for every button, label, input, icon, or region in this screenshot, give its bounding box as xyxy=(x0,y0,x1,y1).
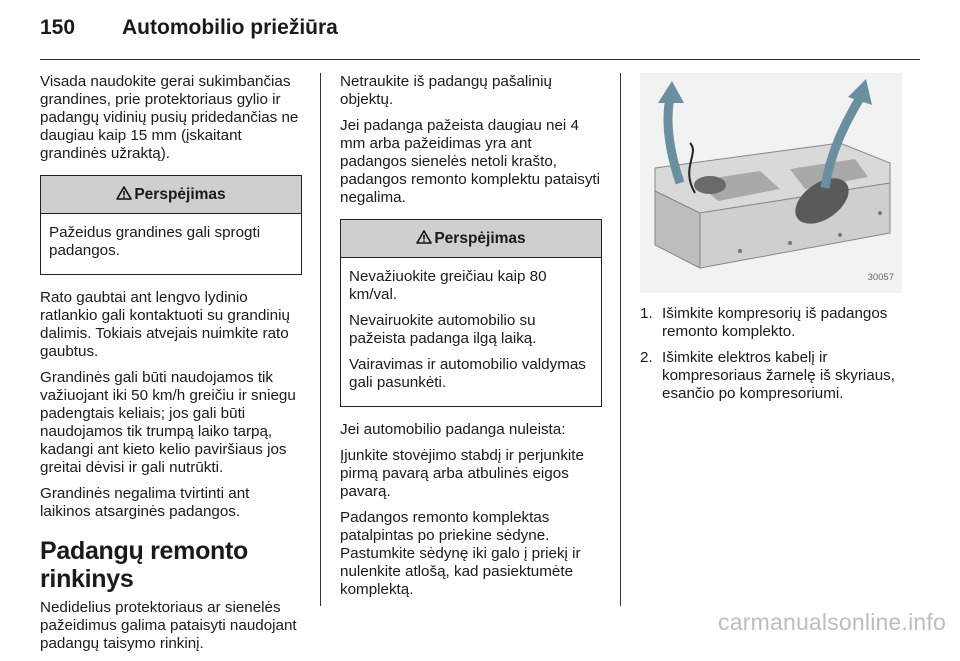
repair-kit-drawing xyxy=(640,73,902,293)
warning-header xyxy=(41,176,301,214)
warning-body xyxy=(41,214,301,274)
page-number: 150 xyxy=(40,16,76,39)
step-text: Išimkite kompresorių iš padangos remonto komplekto. xyxy=(662,305,888,340)
steps-list xyxy=(640,305,902,403)
figure-number: 30057 xyxy=(867,272,894,283)
paragraph: Grandinės negalima tvirtinti ant laikinos atsarginės padangos. xyxy=(40,485,250,520)
header-rule xyxy=(40,59,920,60)
warning-triangle-icon xyxy=(116,186,132,200)
paragraph: Įjunkite stovėjimo stabdį ir perjunkite pirmą pavarą arba atbulinės eigos pavarą. xyxy=(340,447,584,500)
paragraph: Rato gaubtai ant lengvo lydinio ratlankio gali kontaktuoti su grandinių dalimis. Tokiais atvejais nuimkite rato gaubtus. xyxy=(40,289,290,360)
paragraph: Padangos remonto komplektas patalpintas po priekine sėdyne. Pastumkite sėdynę iki galo į priekį ir nulenkite atlošą, kad pasiektumėte komplektą. xyxy=(340,509,581,598)
watermark: carmanualsonline.info xyxy=(718,609,946,635)
repair-kit-illustration xyxy=(640,73,902,293)
column-2 xyxy=(340,73,602,607)
step-number: 2. xyxy=(640,349,653,366)
paragraph: Jei padanga pažeista daugiau nei 4 mm arba pažeidimas yra ant padangos sienelės netoli krašto, padangos remonto komplektu pataisyti negalima. xyxy=(340,117,601,206)
warning-item: Nevažiuokite greičiau kaip 80 km/val. xyxy=(349,268,547,303)
list-item xyxy=(640,305,902,341)
warning-title: Perspėjimas xyxy=(134,186,226,203)
page-title: Automobilio priežiūra xyxy=(122,16,338,39)
column-divider xyxy=(620,73,621,606)
warning-item: Vairavimas ir automobilio valdymas gali pasunkėti. xyxy=(349,356,586,391)
warning-box xyxy=(340,219,602,407)
step-text: Išimkite elektros kabelį ir kompresoriaus žarnelę iš skyriaus, esančio po kompresoriumi. xyxy=(662,349,895,402)
list-item xyxy=(640,349,902,403)
paragraph: Visada naudokite gerai sukimbančias grandines, prie protektoriaus gylio ir padangų vidinių pusių pridedančias ne daugiau kaip 15 mm (įskaitant grandinės užraktą). xyxy=(40,73,299,162)
column-1 xyxy=(40,73,302,661)
step-number: 1. xyxy=(640,305,653,322)
warning-triangle-icon xyxy=(416,230,432,244)
page-header xyxy=(40,16,338,40)
warning-item: Nevairuokite automobilio su pažeista padanga ilgą laiką. xyxy=(349,312,537,347)
paragraph: Grandinės gali būti naudojamos tik važiuojant iki 50 km/h greičiu ir sniegu padengtais keliais; jos gali būti naudojamos tik trumpą laiko tarpą, kadangi ant kieto kelio paviršiaus jos greitai dėvisi ir gali nutrūkti. xyxy=(40,369,296,476)
paragraph: Jei automobilio padanga nuleista: xyxy=(340,421,566,438)
warning-text: Pažeidus grandines gali sprogti padangos. xyxy=(49,224,261,259)
column-3 xyxy=(640,73,902,411)
warning-title: Perspėjimas xyxy=(434,230,526,247)
paragraph: Nedidelius protektoriaus ar sienelės pažeidimus galima pataisyti naudojant padangų taisymo rinkinį. xyxy=(40,599,297,652)
warning-header xyxy=(341,220,601,258)
section-heading: Padangų remonto rinkinys xyxy=(40,537,249,593)
column-divider xyxy=(320,73,321,606)
warning-body xyxy=(341,258,601,406)
warning-box xyxy=(40,175,302,275)
paragraph: Netraukite iš padangų pašalinių objektų. xyxy=(340,73,552,108)
